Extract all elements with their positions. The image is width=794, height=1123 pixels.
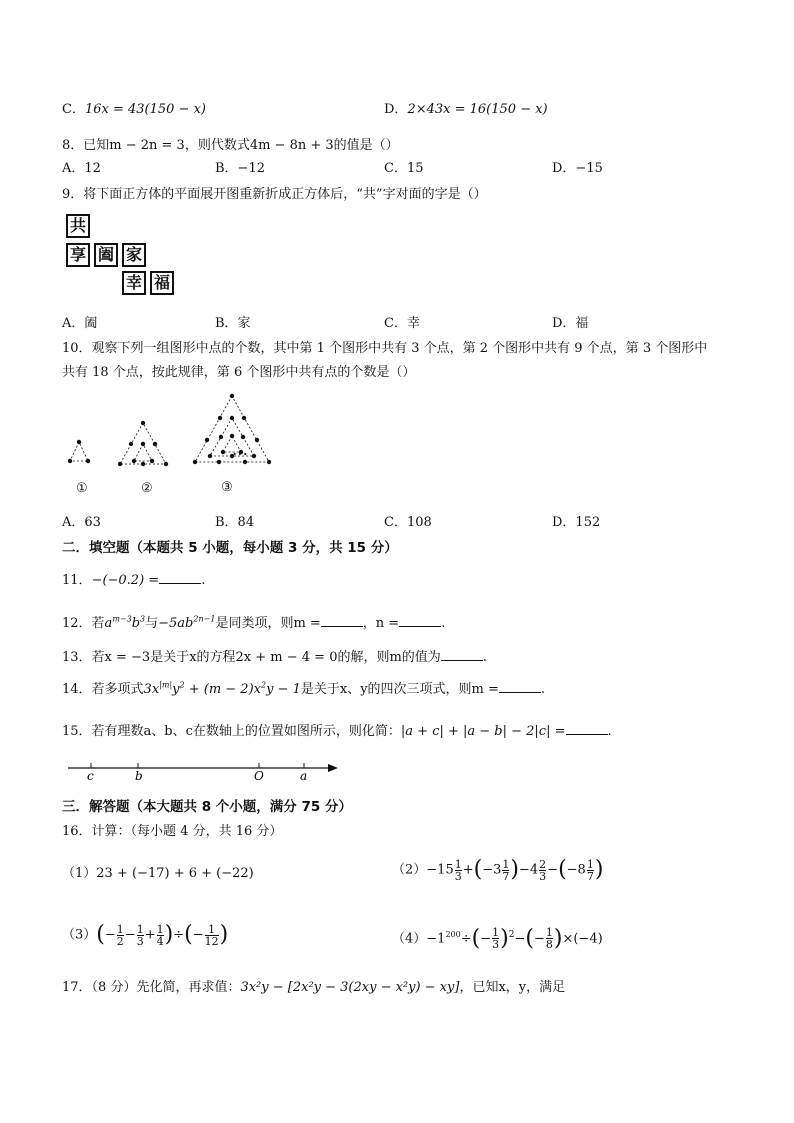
q7-option-c [62,98,206,117]
fraction: $\frac{2}{3}$ [539,857,547,883]
q16-part-1-expr: 23 + (−17) + 6 + (−22) [96,866,254,881]
q12-prefix: 12．若 [62,616,105,631]
q14-mid: 是关于x、y的四次三项式，则m = [300,682,499,697]
q11-prefix: 11． [62,573,92,588]
q10-option-c: C．108 [384,515,432,530]
q12-n: ，n = [362,616,400,631]
net-cell: 享 [66,243,90,267]
q10-option-a: A．63 [62,515,101,530]
q11-expr: −(−0.2) = [91,573,160,588]
q12: 12．若$a^{m-3}b^3$与$-5ab^{2n-1}$是同类项，则m = ，n = . [62,614,446,631]
q7-d-expr: 2×43x = 16(150 − x) [407,102,548,117]
q15 [62,720,612,739]
net-cell: 共 [66,214,90,238]
label-origin: O [254,769,264,783]
answer-blank-m[interactable] [321,615,363,627]
q11 [62,569,205,588]
q7-c-label: C． [62,102,85,117]
number-line [66,760,342,784]
q9-option-d: D．福 [552,316,589,331]
figure-ellipsis: … [232,440,248,459]
q10-stem-line1: 10．观察下列一组图形中点的个数，其中第 1 个图形中共有 3 个点，第 2 个图形中共有 9 个点，第 3 个图形中 [62,341,708,356]
q14-prefix: 14．若多项式 [62,682,144,697]
q15-text: 15．若有理数a、b、c在数轴上的位置如图所示，则化简： [62,724,401,739]
q13-end: . [482,650,487,665]
section-3-title: 三．解答题（本大题共 8 个小题，满分 75 分） [62,799,352,815]
q7-d-label: D． [384,102,408,117]
q9-option-a: A．阖 [62,316,98,331]
q10-stem-line2: 共有 18 个点，按此规律，第 6 个图形中共有点的个数是（） [62,365,416,380]
dot-pattern-figures [60,388,320,500]
q16-part-2: （2）−15 $\frac{1}{3}$ +(−3 $\frac{1}{7}$ )−4 $\frac{2}{3}$ −(−8 $\frac{1}{7}$ ) [392,857,604,883]
answer-blank-n[interactable] [399,615,441,627]
q9-option-c: C．幸 [384,316,420,331]
q16-part-3-label: （3） [62,927,97,943]
q8-option-d: D．−15 [552,161,603,176]
q8-option-b: B．−12 [215,161,265,176]
figure-label-1: ① [76,481,88,496]
q14-end: . [540,682,546,697]
q17-prefix: 17．（8 分）先化简，再求值： [62,980,241,995]
q16-stem: 16．计算：（每小题 4 分，共 16 分） [62,824,283,839]
q12-end: . [441,616,446,631]
fraction: $\frac{1}{7}$ [586,857,594,883]
q7-option-d [384,98,548,117]
q14 [62,678,545,697]
q16-part-3: （3）(− $\frac{1}{2}$ − $\frac{1}{3}$ + $\frac{1}{4}$ )÷(− $\frac{1}{12}$ ) [62,922,229,948]
q15-end: . [607,724,612,739]
fraction: $\frac{1}{12}$ [204,922,219,948]
fraction: $\frac{1}{3}$ [454,857,462,883]
answer-blank[interactable] [159,572,201,584]
q12-term-2: $-5ab^{2n-1}$ [158,614,216,631]
net-cell: 福 [150,271,174,295]
q9-stem: 9．将下面正方体的平面展开图重新折成正方体后，“共”字对面的字是（） [62,187,487,202]
fraction: $\frac{1}{3}$ [136,922,144,948]
fraction: $\frac{1}{4}$ [156,922,164,948]
q16-part-1-label: （1） [62,866,97,881]
q13 [62,646,487,665]
q10-option-d: D．152 [552,515,601,530]
fraction: $\frac{1}{2}$ [116,922,124,948]
fraction: $\frac{1}{8}$ [545,926,553,952]
q10-option-b: B．84 [215,515,255,530]
q17 [62,976,565,995]
net-cell: 幸 [122,271,146,295]
q12-term-1: $a^{m-3}b^3$ [104,614,146,631]
q9-option-b: B．家 [215,316,251,331]
label-a: a [300,769,308,783]
q13-text: 13．若x = −3是关于x的方程2x + m − 4 = 0的解，则m的值为 [62,650,441,665]
label-c: c [87,769,94,783]
answer-blank[interactable] [566,723,608,735]
q8-stem: 8．已知m − 2n = 3，则代数式4m − 8n + 3的值是（） [62,138,399,153]
label-b: b [135,769,143,783]
answer-blank[interactable] [499,681,541,693]
q8-option-c: C．15 [384,161,424,176]
q16-part-2-label: （2） [392,862,427,878]
q7-c-expr: 16x = 43(150 − x) [84,102,206,117]
q11-end: . [201,573,206,588]
answer-blank[interactable] [441,649,483,661]
q17-expr: 3x²y − [2x²y − 3(2xy − x²y) − xy] [240,980,460,995]
q16-part-4-label: （4） [392,931,427,947]
q12-mid: 是同类项，则m = [215,616,321,631]
fraction: $\frac{1}{7}$ [502,857,510,883]
q17-suffix: ，已知x，y，满足 [459,980,566,995]
q16-part-1 [62,862,254,881]
q8-option-a: A．12 [62,161,101,176]
fraction: $\frac{1}{3}$ [492,926,500,952]
net-cell: 家 [122,243,146,267]
figure-label-2: ② [141,481,153,496]
q15-expr: |a + c| + |a − b| − 2|c| = [400,724,566,739]
section-2-title: 二．填空题（本题共 5 小题，每小题 3 分，共 15 分） [62,540,398,556]
figure-label-3: ③ [221,480,233,495]
net-cell: 阖 [94,243,118,267]
q16-part-4: $(4)-1^{200}\div(-$ $\frac{1}{3}$ )$^2$−(− $\frac{1}{8}$ )×(−4) [392,925,603,952]
q14-polynomial: $3x^{|m|}y^2 + (m - 2)x^2y - 1$ [143,680,301,697]
